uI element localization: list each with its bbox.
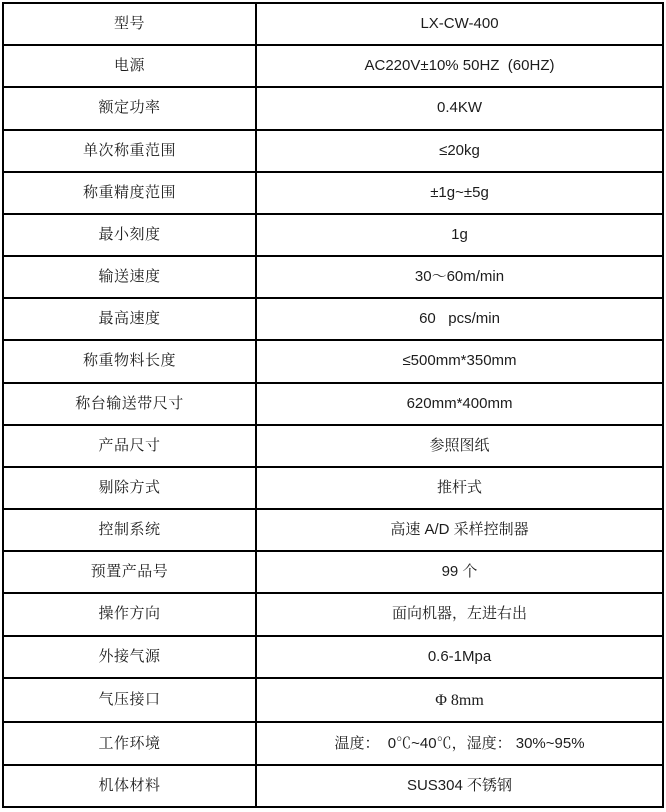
spec-value: 0.6-1Mpa (256, 636, 663, 678)
table-row (3, 383, 663, 425)
spec-value: 面向机器，左进右出 (256, 593, 663, 635)
spec-label: 操作方向 (3, 593, 256, 635)
spec-value: ≤20kg (256, 130, 663, 172)
spec-value: SUS304 不锈钢 (256, 765, 663, 807)
spec-label: 型号 (3, 3, 256, 45)
spec-value: ±1g~±5g (256, 172, 663, 214)
spec-label: 工作环境 (3, 722, 256, 764)
table-row (3, 636, 663, 678)
spec-value: 99 个 (256, 551, 663, 593)
spec-value: 0.4KW (256, 87, 663, 129)
table-row (3, 425, 663, 467)
table-row (3, 45, 663, 87)
spec-label: 外接气源 (3, 636, 256, 678)
spec-label: 控制系统 (3, 509, 256, 551)
table-row (3, 130, 663, 172)
spec-label: 称台输送带尺寸 (3, 383, 256, 425)
spec-value: ≤500mm*350mm (256, 340, 663, 382)
specification-table-body (3, 3, 663, 807)
spec-label: 产品尺寸 (3, 425, 256, 467)
table-row (3, 298, 663, 340)
spec-label: 称重物料长度 (3, 340, 256, 382)
table-row (3, 593, 663, 635)
table-row (3, 340, 663, 382)
spec-label: 最高速度 (3, 298, 256, 340)
spec-value: AC220V±10% 50HZ (60HZ) (256, 45, 663, 87)
spec-label: 单次称重范围 (3, 130, 256, 172)
spec-label: 预置产品号 (3, 551, 256, 593)
table-row (3, 678, 663, 723)
spec-value: LX-CW-400 (256, 3, 663, 45)
table-row (3, 509, 663, 551)
table-row (3, 551, 663, 593)
spec-value: 1g (256, 214, 663, 256)
spec-value: Φ 8mm (256, 678, 663, 723)
spec-label: 输送速度 (3, 256, 256, 298)
table-row (3, 214, 663, 256)
table-row (3, 467, 663, 509)
spec-label: 电源 (3, 45, 256, 87)
spec-label: 气压接口 (3, 678, 256, 723)
table-row (3, 722, 663, 764)
table-row (3, 256, 663, 298)
spec-label: 称重精度范围 (3, 172, 256, 214)
spec-value: 温度： 0℃~40℃，湿度： 30%~95% (256, 722, 663, 764)
table-row (3, 172, 663, 214)
spec-label: 额定功率 (3, 87, 256, 129)
spec-value: 高速 A/D 采样控制器 (256, 509, 663, 551)
spec-value: 参照图纸 (256, 425, 663, 467)
spec-value: 60 pcs/min (256, 298, 663, 340)
spec-value: 620mm*400mm (256, 383, 663, 425)
specification-table (2, 2, 664, 808)
table-row (3, 3, 663, 45)
spec-value: 推杆式 (256, 467, 663, 509)
spec-label: 机体材料 (3, 765, 256, 807)
spec-label: 最小刻度 (3, 214, 256, 256)
spec-value: 30～60m/min (256, 256, 663, 298)
spec-label: 剔除方式 (3, 467, 256, 509)
table-row (3, 87, 663, 129)
table-row (3, 765, 663, 807)
